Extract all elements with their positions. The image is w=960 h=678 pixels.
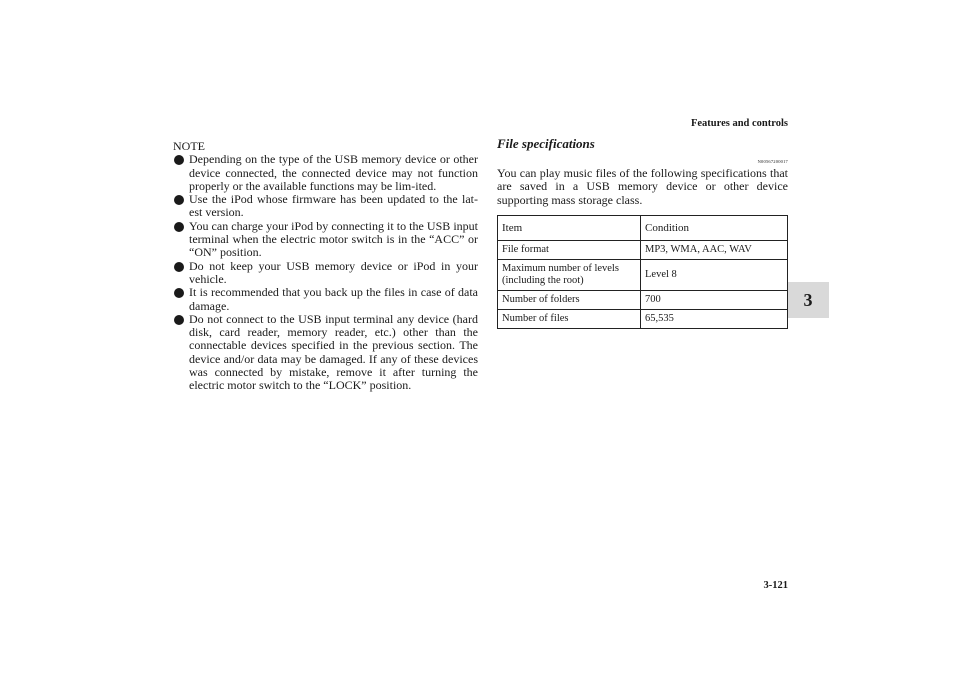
specs-table xyxy=(497,215,788,329)
table-cell: Number of folders xyxy=(498,290,641,309)
table-header-row xyxy=(498,215,788,240)
table-row xyxy=(498,259,788,290)
note-item xyxy=(173,153,478,193)
table-row xyxy=(498,309,788,328)
section-code: N00567200017 xyxy=(757,159,788,164)
running-header: Features and controls xyxy=(690,118,788,129)
table-cell: MP3, WMA, AAC, WAV xyxy=(641,240,788,259)
bullet-icon xyxy=(174,195,184,205)
table-cell: 65,535 xyxy=(641,309,788,328)
bullet-icon xyxy=(174,315,184,325)
table-cell: File format xyxy=(498,240,641,259)
table-cell: Number of files xyxy=(498,309,641,328)
bullet-icon xyxy=(174,262,184,272)
table-header-cell: Item xyxy=(498,215,641,240)
page-number: 3-121 xyxy=(763,580,788,591)
table-header-cell: Condition xyxy=(641,215,788,240)
note-item-text: Do not keep your USB memory device or iPod in your vehicle. xyxy=(189,258,478,286)
note-column xyxy=(173,140,478,393)
note-item xyxy=(173,313,478,393)
section-heading xyxy=(497,136,788,164)
bullet-icon xyxy=(174,222,184,232)
note-item xyxy=(173,220,478,260)
note-item xyxy=(173,286,478,313)
file-specs-section xyxy=(497,137,788,329)
table-row xyxy=(498,240,788,259)
chapter-tab: 3 xyxy=(787,282,829,318)
note-item-text: You can charge your iPod by connecting it to the USB input terminal when the electric motor switch is in the “ACC” or “ON” position. xyxy=(189,218,478,260)
table-row xyxy=(498,290,788,309)
table-cell: Maximum number of levels (including the root) xyxy=(498,259,641,290)
table-cell: 700 xyxy=(641,290,788,309)
table-cell: Level 8 xyxy=(641,259,788,290)
section-title: File specifications xyxy=(497,136,595,151)
note-item-text: Do not connect to the USB input terminal any device (hard disk, card reader, memory reader, etc.) other than the connectable devices specified in the previous section. The device and/or data may be damaged. If any of these devices was connected by mistake, remove it after turning the electric motor switch to the “LOCK” position. xyxy=(189,311,478,393)
note-item-text: Use the iPod whose firmware has been updated to the lat-est version. xyxy=(189,192,478,220)
note-list xyxy=(173,153,478,392)
section-intro: You can play music files of the following specifications that are saved in a USB memory device or other device supporting mass storage class. xyxy=(497,166,788,207)
bullet-icon xyxy=(174,155,184,165)
note-title: NOTE xyxy=(173,139,205,153)
note-item xyxy=(173,193,478,220)
bullet-icon xyxy=(174,288,184,298)
note-item-text: It is recommended that you back up the files in case of data damage. xyxy=(189,285,478,313)
note-item xyxy=(173,260,478,287)
note-item-text: Depending on the type of the USB memory device or other device connected, the connected device may not function properly or the available functions may be lim-ited. xyxy=(189,152,478,193)
